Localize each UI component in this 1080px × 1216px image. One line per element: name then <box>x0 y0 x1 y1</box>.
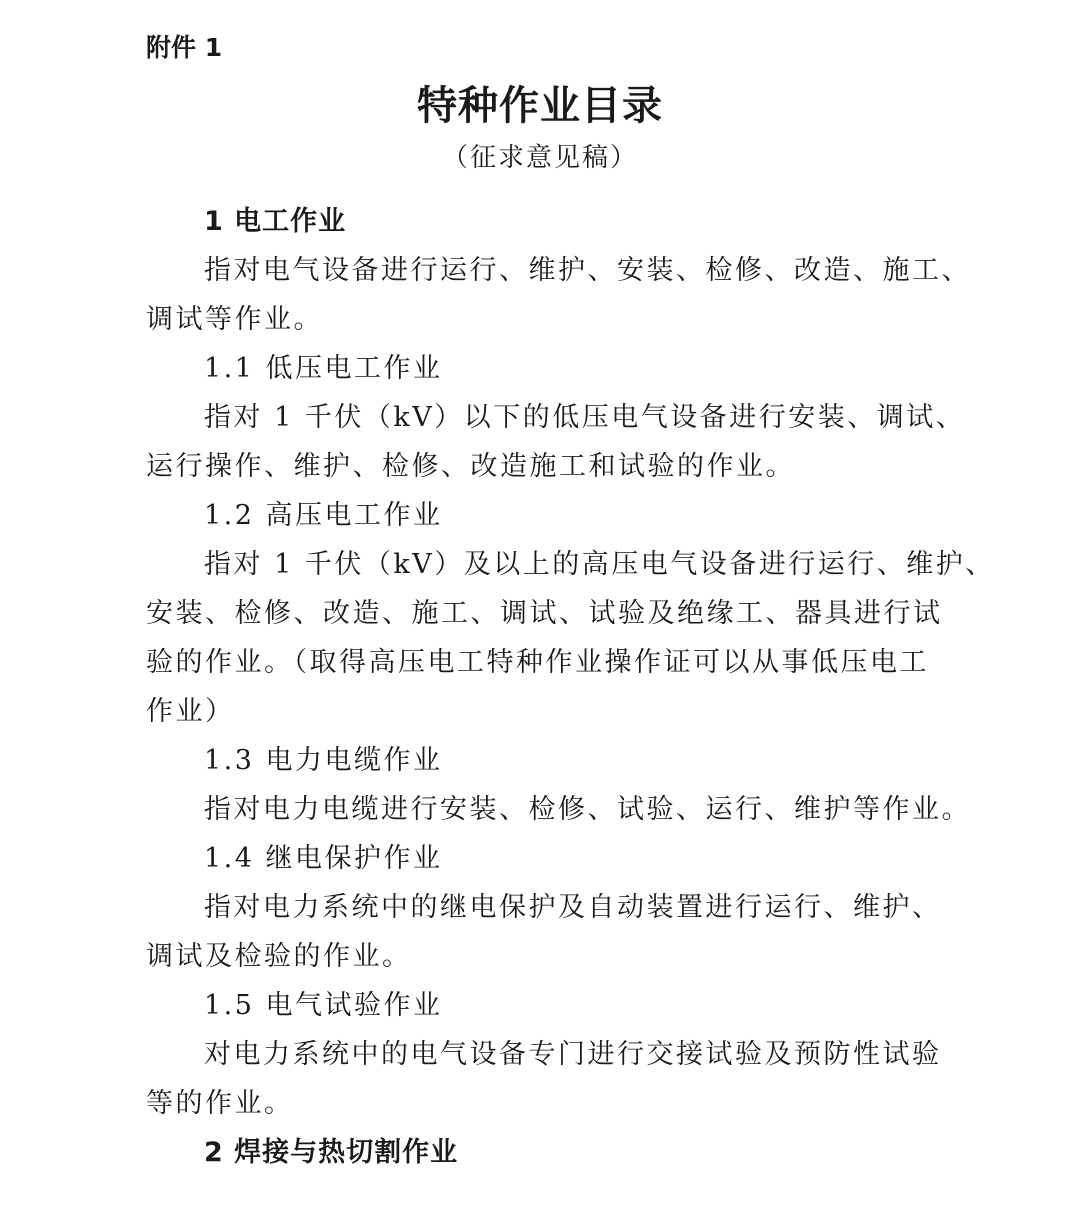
section-heading-1: 1 电工作业 <box>204 206 347 237</box>
paragraph-line: 指对电力系统中的继电保护及自动装置进行运行、维护、 <box>204 892 942 923</box>
paragraph-line: 对电力系统中的电气设备专门进行交接试验及预防性试验 <box>204 1039 942 1070</box>
subsection-heading-1-4: 1.4 继电保护作业 <box>204 843 443 874</box>
subsection-heading-1-1: 1.1 低压电工作业 <box>204 353 443 384</box>
paragraph-line: 指对 1 千伏（kV）以下的低压电气设备进行安装、调试、 <box>204 402 966 433</box>
paragraph-line: 作业） <box>146 696 235 727</box>
document-subtitle: （征求意见稿） <box>441 143 638 173</box>
paragraph-line: 安装、检修、改造、施工、调试、试验及绝缘工、器具进行试 <box>146 598 943 629</box>
paragraph-line: 指对电力电缆进行安装、检修、试验、运行、维护等作业。 <box>204 794 971 825</box>
document-title: 特种作业目录 <box>417 83 663 129</box>
subsection-heading-1-5: 1.5 电气试验作业 <box>204 990 443 1021</box>
subsection-heading-1-3: 1.3 电力电缆作业 <box>204 745 443 776</box>
subsection-heading-1-2: 1.2 高压电工作业 <box>204 500 443 531</box>
paragraph-line: 调试等作业。 <box>146 304 323 335</box>
paragraph-line: 等的作业。 <box>146 1088 294 1119</box>
paragraph-line: 验的作业。（取得高压电工特种作业操作证可以从事低压电工 <box>146 647 929 678</box>
attachment-label: 附件 1 <box>146 33 223 62</box>
paragraph-line: 调试及检验的作业。 <box>146 941 412 972</box>
paragraph-line: 指对 1 千伏（kV）及以上的高压电气设备进行运行、维护、 <box>204 549 995 580</box>
paragraph-line: 运行操作、维护、检修、改造施工和试验的作业。 <box>146 451 795 482</box>
section-heading-2: 2 焊接与热切割作业 <box>204 1137 459 1168</box>
paragraph-line: 指对电气设备进行运行、维护、安装、检修、改造、施工、 <box>204 255 971 286</box>
document-body <box>146 197 995 1177</box>
